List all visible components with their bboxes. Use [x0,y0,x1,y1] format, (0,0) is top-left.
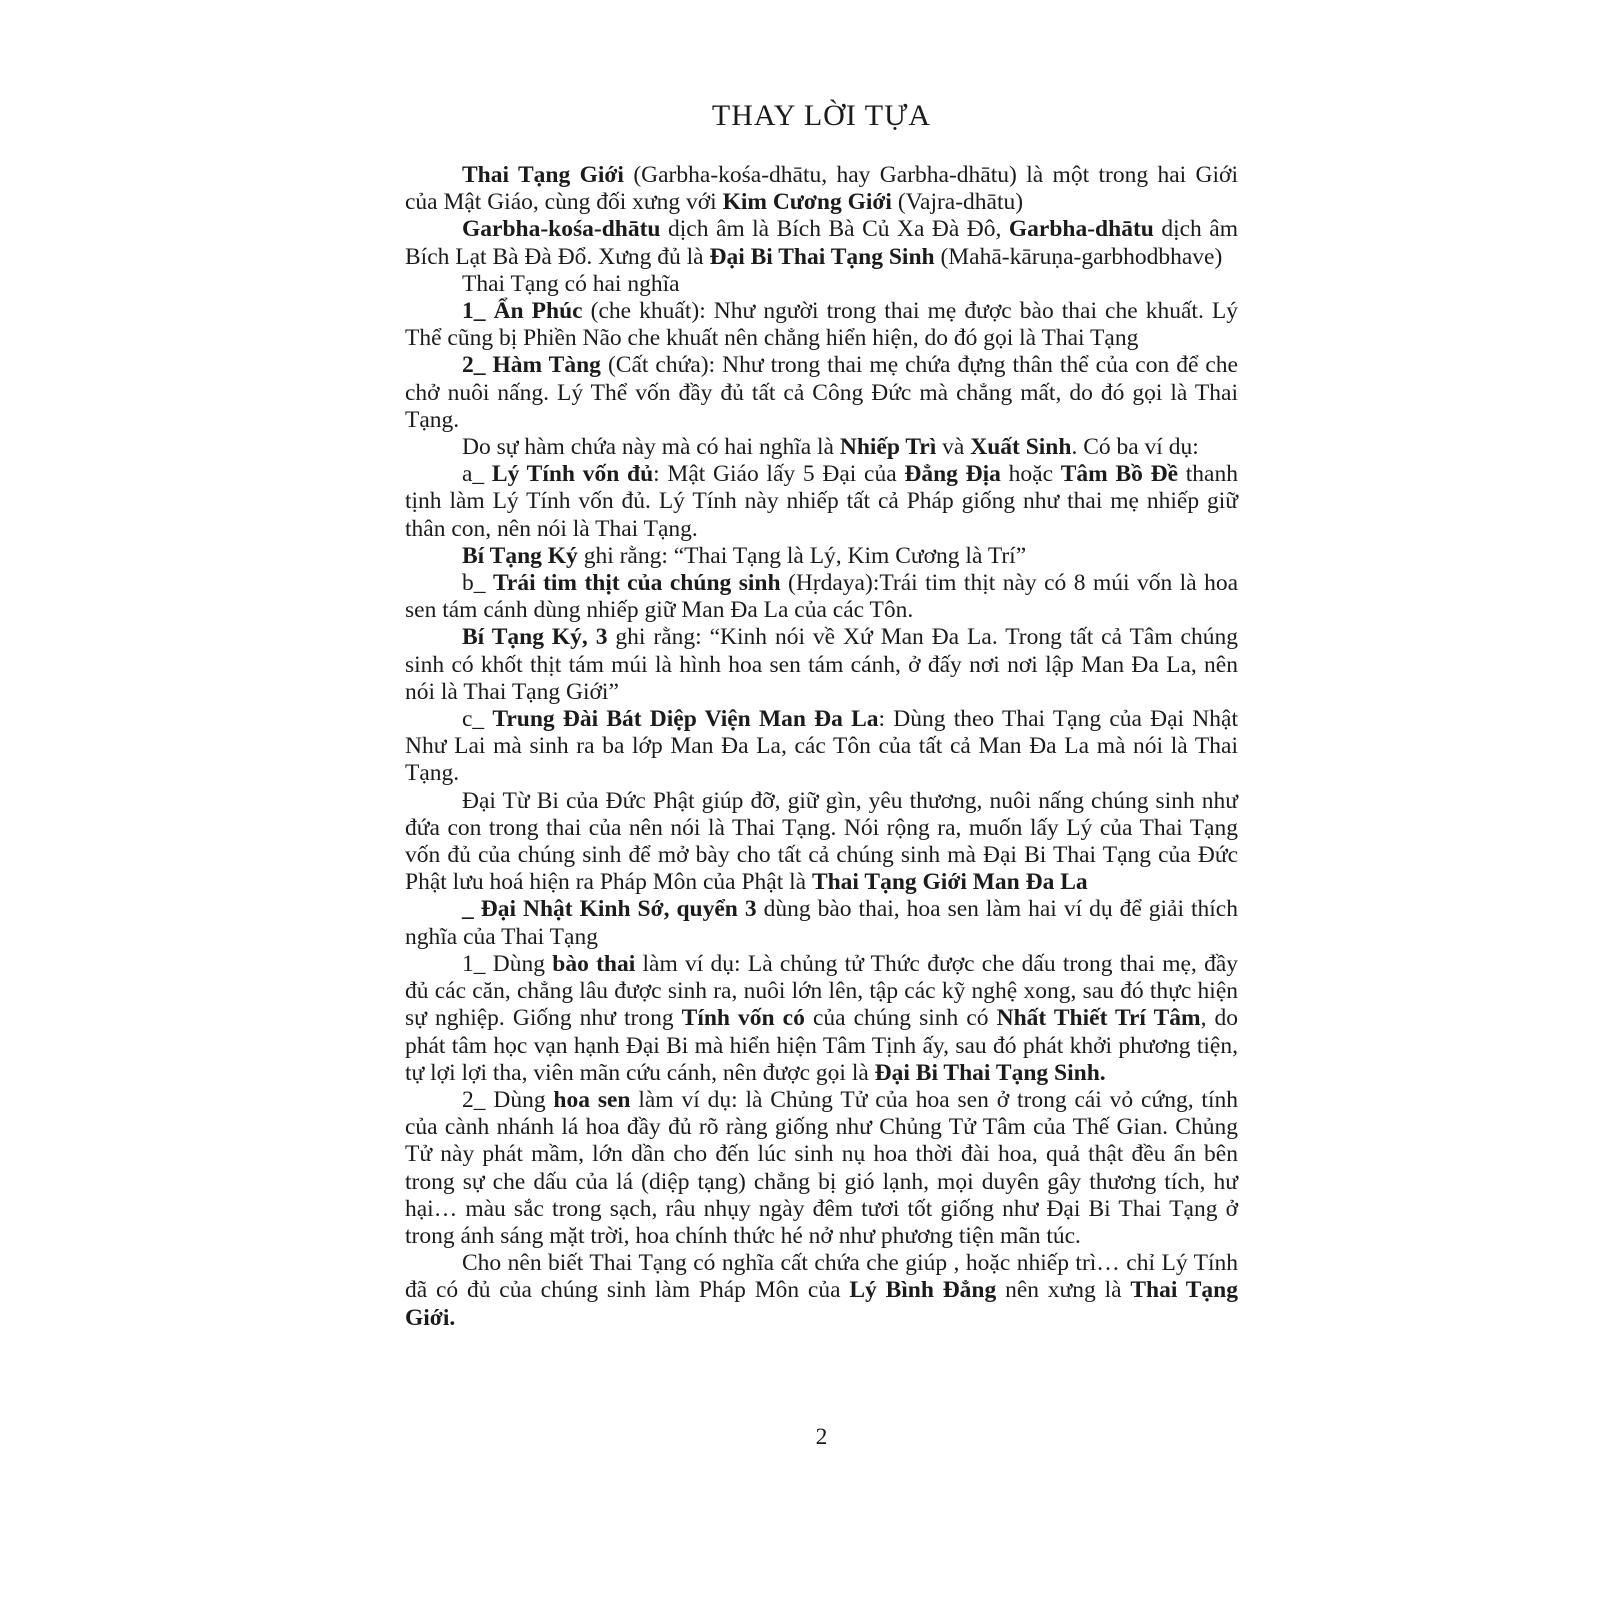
document-content [405,98,1238,1332]
bold-text-run: Tính vốn có [681,1005,805,1032]
bold-text-run: Bí Tạng Ký [462,542,578,569]
bold-text-run: Tâm Bồ Đề [1060,461,1179,488]
paragraph [405,461,1238,543]
paragraph [405,352,1238,434]
text-run: (che khuất): Như người trong thai mẹ được bào thai che khuất. Lý Thể cũng bị Phiền Não che khuất nên chẳng hiển hiện, do đó gọi là Thai Tạng [405,298,1238,352]
text-run: (Cất chứa): Như trong thai mẹ chứa đựng thân thể của con để che chở nuôi nấng. Lý Thể vốn đầy đủ tất cả Công Đức mà chẳng mất, do đó gọi là Thai Tạng. [405,352,1238,433]
bold-text-run: Nhiếp Trì [839,434,937,461]
paragraph [405,624,1238,706]
bold-text-run: 1_ Ẩn Phúc [462,298,583,325]
text-run: (Hṛdaya):Trái tim thịt này có 8 múi vốn là hoa sen tám cánh dùng nhiếp giữ Man Đa La của các Tôn. [405,570,1239,624]
text-run: của chúng sinh có [804,1005,997,1032]
paragraph [405,570,1238,624]
bold-text-run: Kim Cương Giới [722,189,892,216]
text-run: Thai Tạng có hai nghĩa [462,270,680,297]
bold-text-run: Trung Đài Bát Diệp Viện Man Đa La [492,706,879,733]
bold-text-run: 2_ Hàm Tàng [462,352,601,379]
text-run: : Dùng theo Thai Tạng của Đại Nhật Như Lai mà sinh ra ba lớp Man Đa La, các Tôn của tất cả Man Đa La mà nói là Thai Tạng. [405,706,1238,787]
text-run: dịch âm Bích Lạt Bà Đà Đổ. Xưng đủ là [405,216,1238,270]
page-number: 2 [815,1424,828,1450]
text-run: 2_ Dùng [462,1086,554,1113]
text-run: nên xưng là [996,1277,1131,1304]
paragraph [405,271,1238,298]
page-title: THAY LỜI TỰA [711,99,932,132]
bold-text-run: Thai Tạng Giới [462,162,624,188]
paragraph [405,543,1238,570]
paragraph [405,298,1238,352]
paragraph [405,162,1238,216]
paragraph [405,951,1238,1087]
bold-text-run: Bí Tạng Ký, 3 [462,624,608,651]
bold-text-run: Lý Tính vốn đủ [491,461,654,488]
text-run: làm ví dụ: là Chủng Tử của hoa sen ở trong cái vỏ cứng, tính của cành nhánh lá hoa đầy đủ rõ ràng giống như Chủng Tử Tâm của Thế Gian. Chủng Tử này phát mầm, lớn dần cho đến lúc sinh nụ hoa thời đài hoa, quả thật đều ẩn bên trong sự che dấu của lá (diệp tạng) chẳng bị gió lạnh, mọi duyên gây thương tích, hư hại… màu sắc trong sạch, râu nhụy ngày đêm tươi tốt giống như Đại Bi Thai Tạng ở trong ánh sáng mặt trời, hoa chính thức hé nở như phương tiện mãn túc. [405,1086,1238,1249]
paragraph [405,1087,1238,1250]
bold-text-run: Đẳng Địa [904,461,1001,488]
text-run: (Vajra-dhātu) [891,189,1024,216]
document-body [405,162,1238,1332]
paragraph [405,216,1238,270]
paragraph [405,896,1238,950]
bold-text-run: Trái tim thịt của chúng sinh [492,570,781,597]
paragraph [405,434,1238,461]
text-run: Do sự hàm chứa này mà có hai nghĩa là [462,434,840,461]
text-run: : Mật Giáo lấy 5 Đại của [653,461,905,488]
paragraph [405,706,1238,788]
text-run: thanh tịnh làm Lý Tính vốn đủ. Lý Tính này nhiếp tất cả Pháp giống như thai mẹ nhiếp giữ thân con, nên nói là Thai Tạng. [405,461,1238,542]
paragraph [405,1250,1238,1332]
text-run: hoặc [1000,461,1061,488]
text-run: ghi rằng: “Thai Tạng là Lý, Kim Cương là Trí” [577,542,1027,569]
text-run: (Garbha-kośa-dhātu, hay Garbha-dhātu) là một trong hai Giới của Mật Giáo, cùng đối xưng với [405,162,1238,216]
text-run: , do phát tâm học vạn hạnh Đại Bi mà hiển hiện Tâm Tịnh ấy, sau đó phát khởi phương tiện, tự lợi lợi tha, viên mãn cứu cánh, nên được gọi là [405,1005,1239,1086]
bold-text-run: Garbha-dhātu [1008,216,1154,243]
bold-text-run: Thai Tạng Giới Man Đa La [811,869,1088,896]
text-run: (Mahā-kāruṇa-garbhodbhave) [934,243,1223,270]
text-run: 1_ Dùng [462,950,553,977]
bold-text-run: Xuất Sinh [970,434,1072,461]
text-run: b_ [462,570,493,597]
bold-text-run: Đại Bi Thai Tạng Sinh. [874,1059,1106,1086]
text-run: c_ [462,706,493,733]
text-run: ghi rằng: “Kinh nói về Xứ Man Đa La. Trong tất cả Tâm chúng sinh có khốt thịt tám múi là hình hoa sen tám cánh, ở đấy nơi nơi lập Man Đa La, nên nói là Thai Tạng Giới” [405,624,1238,705]
text-run: dịch âm là Bích Bà Củ Xa Đà Đô, [660,216,1009,243]
bold-text-run: Lý Bình Đẳng [849,1277,997,1304]
bold-text-run: _ Đại Nhật Kinh Sớ, quyển 3 [462,896,757,923]
bold-text-run: Thai Tạng Giới. [405,1277,1239,1331]
text-run: và [936,434,971,461]
text-run: . Có ba ví dụ: [1071,434,1199,461]
bold-text-run: bào thai [552,950,636,977]
bold-text-run: hoa sen [553,1086,631,1113]
bold-text-run: Garbha-kośa-dhātu [462,216,661,243]
bold-text-run: Nhất Thiết Trí Tâm [996,1005,1201,1032]
text-run: a_ [462,461,492,488]
paragraph [405,788,1238,897]
text-run: Cho nên biết Thai Tạng có nghĩa cất chứa che giúp , hoặc nhiếp trì… chỉ Lý Tính đã có đủ của chúng sinh làm Pháp Môn của [405,1250,1238,1304]
text-run: Đại Từ Bi của Đức Phật giúp đỡ, giữ gìn, yêu thương, nuôi nấng chúng sinh như đứa con trong thai của nên nói là Thai Tạng. Nói rộng ra, muốn lấy Lý của Thai Tạng vốn đủ của chúng sinh để mở bày cho tất cả chúng sinh mà Đại Bi Thai Tạng của Đức Phật lưu hoá hiện ra Pháp Môn của Phật là [405,787,1238,896]
text-run: làm ví dụ: Là chủng tử Thức được che dấu trong thai mẹ, đầy đủ các căn, chẳng lâu được sinh ra, nuôi lớn lên, tập các kỹ nghệ xong, sau đó thực hiện sự nghiệp. Giống như trong [405,950,1239,1032]
bold-text-run: Đại Bi Thai Tạng Sinh [709,243,935,270]
text-run: dùng bào thai, hoa sen làm hai ví dụ để giải thích nghĩa của Thai Tạng [405,896,1238,950]
